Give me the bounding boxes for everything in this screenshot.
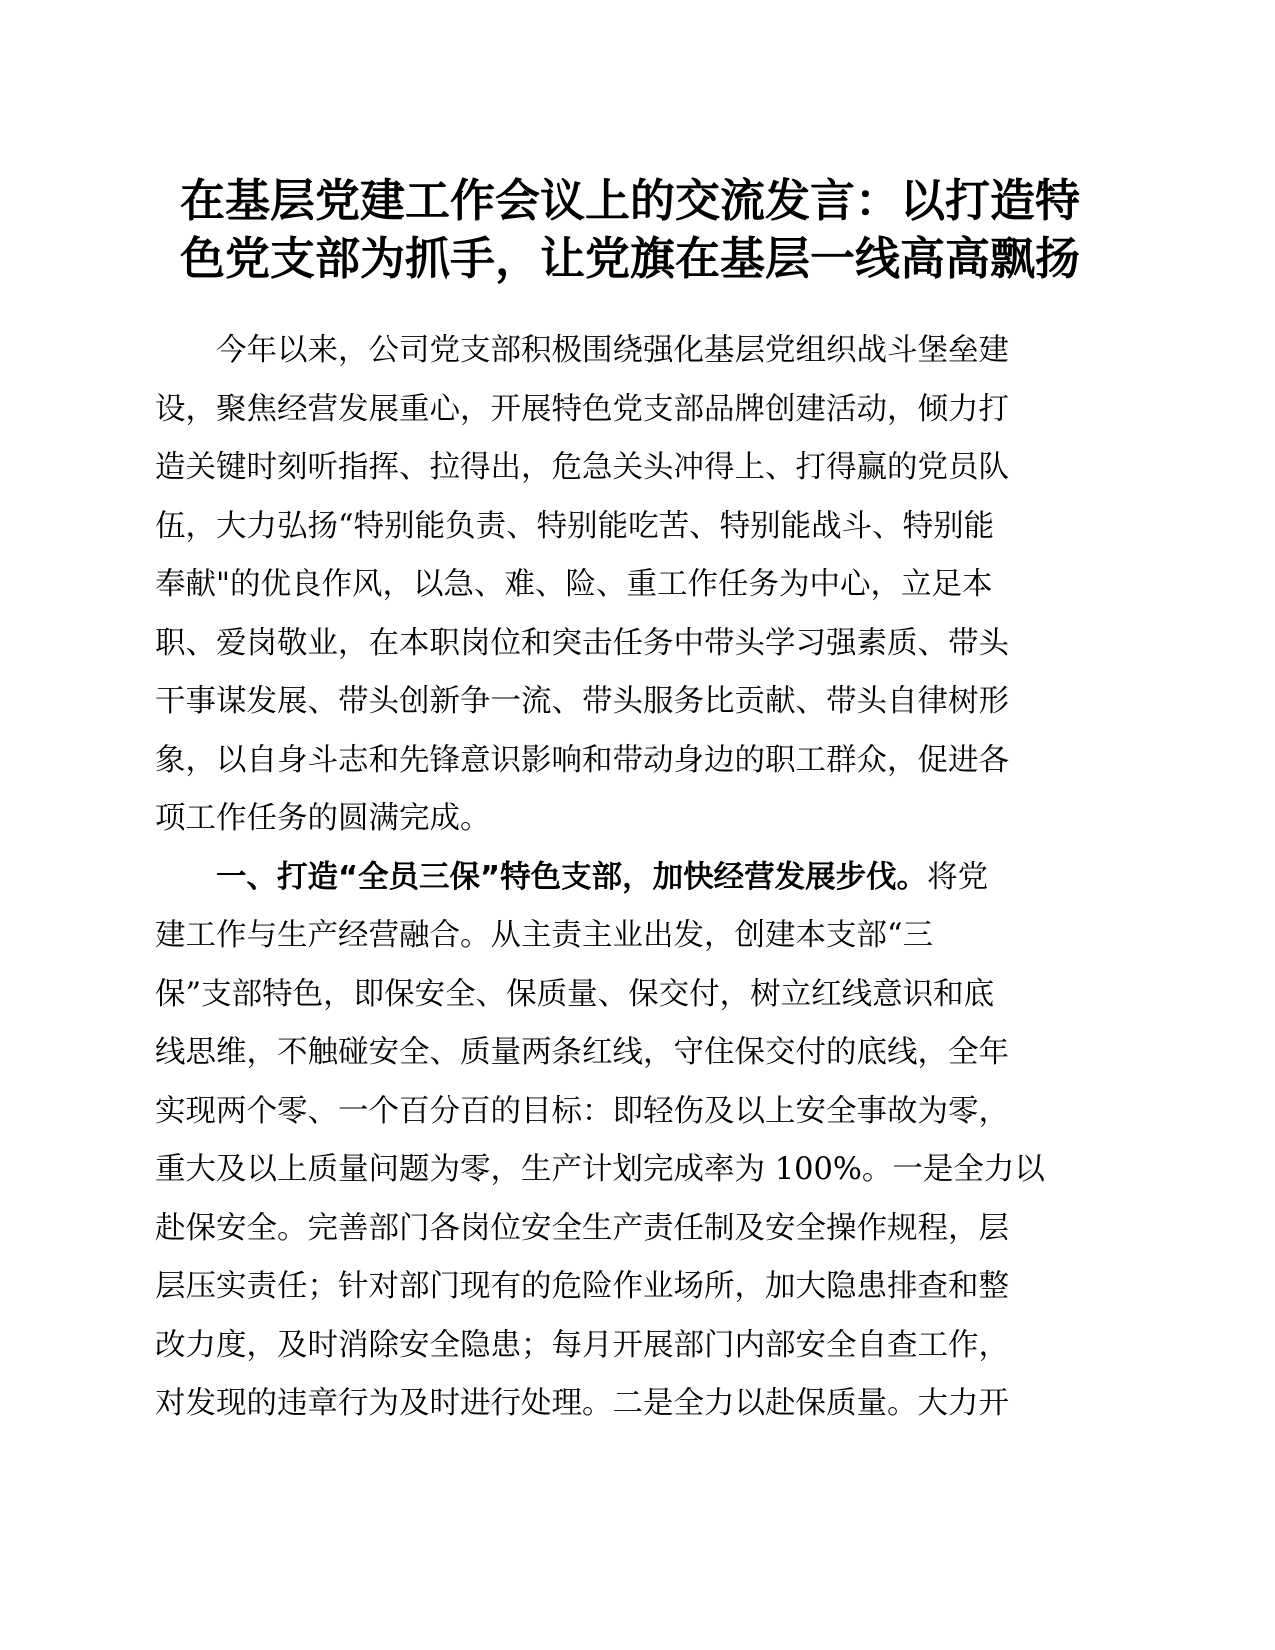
intro-paragraph — [155, 322, 1085, 849]
document-body — [155, 322, 1085, 1434]
paragraph-line: 造关键时刻听指挥、拉得出，危急关头冲得上、打得赢的党员队 — [155, 450, 1009, 485]
paragraph-line: 奉献"的优良作风，以急、难、险、重工作任务为中心，立足本 — [155, 567, 993, 602]
paragraph-line: 项工作任务的圆满完成。 — [155, 801, 491, 836]
title-line-1: 在基层党建工作会议上的交流发言：以打造特 — [179, 174, 1080, 227]
paragraph-line: 职、爱岗敬业，在本职岗位和突击任务中带头学习强素质、带头 — [155, 625, 1009, 661]
section-1-first-line-rest: 将党 — [927, 859, 989, 895]
section-1-first-line — [155, 849, 1085, 908]
paragraph-line: 设，聚焦经营发展重心，开展特色党支部品牌创建活动，倾力打 — [155, 391, 1009, 427]
paragraph-line: 保”支部特色，即保安全、保质量、保交付，树立红线意识和底 — [155, 976, 995, 1012]
title-line-2: 色党支部为抓手，让党旗在基层一线高高飘扬 — [179, 232, 1080, 285]
paragraph-line: 层压实责任；针对部门现有的危险作业场所，加大隐患排查和整 — [155, 1269, 1009, 1304]
paragraph-line: 建工作与生产经营融合。从主责主业出发，创建本支部“三 — [155, 918, 934, 953]
paragraph-line: 重大及以上质量问题为零，生产计划完成率为 100%。一是全力以 — [155, 1152, 1045, 1187]
paragraph-line: 干事谋发展、带头创新争一流、带头服务比贡献、带头自律树形 — [155, 684, 1009, 719]
paragraph-line: 今年以来，公司党支部积极围绕强化基层党组织战斗堡垒建 — [216, 333, 1009, 368]
section-1-heading: 一、打造“全员三保”特色支部，加快经营发展步伐。 — [216, 859, 928, 895]
section-1-paragraph — [155, 849, 1085, 1434]
paragraph-line: 伍，大力弘扬“特别能负责、特别能吃苦、特别能战斗、特别能 — [155, 508, 995, 544]
document-title — [150, 172, 1110, 288]
paragraph-line: 实现两个零、一个百分百的目标：即轻伤及以上安全事故为零， — [155, 1093, 1009, 1129]
paragraph-line: 赴保安全。完善部门各岗位安全生产责任制及安全操作规程，层 — [155, 1210, 1009, 1246]
paragraph-line: 对发现的违章行为及时进行处理。二是全力以赴保质量。大力开 — [155, 1386, 1009, 1421]
paragraph-line: 线思维，不触碰安全、质量两条红线，守住保交付的底线，全年 — [155, 1035, 1009, 1070]
paragraph-line: 象，以自身斗志和先锋意识影响和带动身边的职工群众，促进各 — [155, 742, 1009, 778]
paragraph-line: 改力度，及时消除安全隐患；每月开展部门内部安全自查工作， — [155, 1327, 1009, 1363]
